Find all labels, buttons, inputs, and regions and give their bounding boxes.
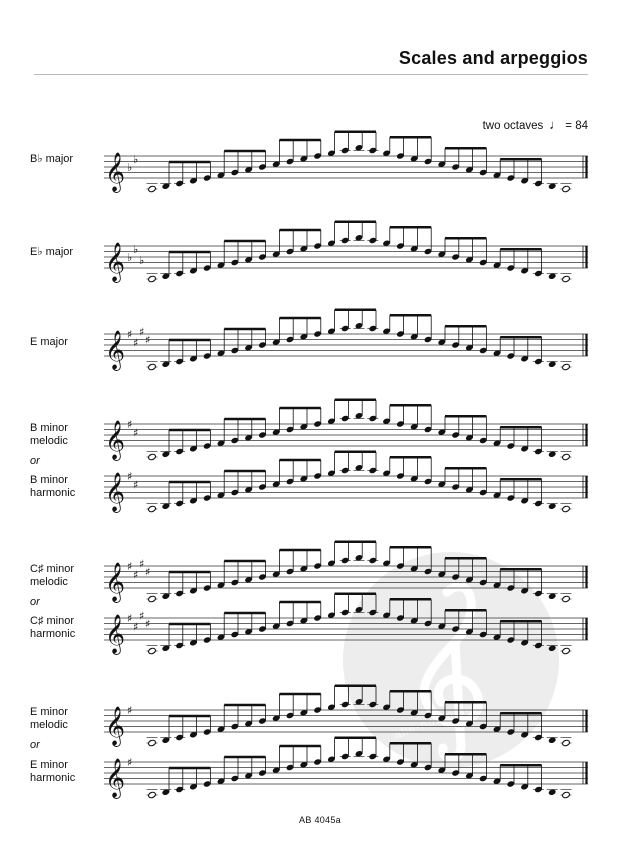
notehead <box>148 739 157 746</box>
key-signature-accidental: ♭ <box>139 253 145 267</box>
key-signature-accidental: ♭ <box>127 251 133 264</box>
label-e-minor-melodic: E minor melodic <box>30 706 68 731</box>
title-divider <box>34 74 588 75</box>
key-signature-accidental: ♭ <box>127 161 133 174</box>
notehead <box>148 453 157 460</box>
key-signature-accidental: ♭ <box>133 152 139 166</box>
label-cs-minor-melodic: C♯ minor melodic <box>30 563 75 588</box>
staff-bb-major <box>104 148 588 192</box>
key-signature-accidental: ♯ <box>133 336 139 350</box>
treble-clef-icon: 𝄞 <box>105 758 126 798</box>
notehead <box>148 647 157 654</box>
notehead <box>562 595 571 602</box>
key-signature-accidental: ♯ <box>145 333 151 347</box>
treble-clef-icon: 𝄞 <box>105 614 126 654</box>
treble-clef-icon: 𝄞 <box>105 330 126 370</box>
treble-clef-icon: 𝄞 <box>105 242 126 282</box>
key-signature-accidental: ♯ <box>139 609 145 623</box>
notehead <box>562 275 571 282</box>
key-signature-accidental: ♯ <box>127 328 133 341</box>
key-signature-accidental: ♯ <box>133 426 139 440</box>
staff-b-minor-harmonic <box>104 468 588 512</box>
label-e-major: E major <box>30 336 68 348</box>
key-signature-accidental: ♭ <box>133 242 139 256</box>
treble-clef-icon: 𝄞 <box>105 420 126 460</box>
treble-clef-icon: 𝄞 <box>105 152 126 192</box>
notehead <box>148 505 157 512</box>
notehead <box>562 453 571 460</box>
notehead <box>148 275 157 282</box>
notehead <box>562 647 571 654</box>
or-label-1: or <box>30 455 40 467</box>
key-signature-accidental: ♯ <box>133 568 139 582</box>
notehead <box>562 185 571 192</box>
notehead <box>148 595 157 602</box>
key-signature-accidental: ♯ <box>127 560 133 573</box>
notehead <box>562 505 571 512</box>
tempo-marking <box>483 117 588 132</box>
key-signature-accidental: ♯ <box>127 756 133 769</box>
footer-code: AB 4045a <box>299 815 341 825</box>
notehead <box>148 791 157 798</box>
label-cs-minor-harmonic: C♯ minor harmonic <box>30 615 76 640</box>
notehead <box>148 185 157 192</box>
staff-e-minor-harmonic <box>104 754 588 798</box>
notehead <box>562 791 571 798</box>
notehead <box>562 739 571 746</box>
key-signature-accidental: ♯ <box>133 478 139 492</box>
staff-e-minor-melodic <box>104 702 588 746</box>
page-title: Scales and arpeggios <box>398 48 588 68</box>
key-signature-accidental: ♯ <box>127 704 133 717</box>
key-signature-accidental: ♯ <box>127 612 133 625</box>
tempo-text: two octaves <box>482 120 544 132</box>
key-signature-accidental: ♯ <box>145 617 151 631</box>
label-b-minor-melodic: B minor melodic <box>30 422 68 447</box>
key-signature-accidental: ♯ <box>133 620 139 634</box>
staff-b-minor-melodic <box>104 416 588 460</box>
quarter-note-icon: ♩ <box>549 117 563 132</box>
key-signature-accidental: ♯ <box>145 565 151 579</box>
treble-clef-icon: 𝄞 <box>105 706 126 746</box>
or-label-3: or <box>30 739 40 751</box>
key-signature-accidental: ♯ <box>127 470 133 483</box>
label-b-minor-harmonic: B minor harmonic <box>30 474 76 499</box>
tempo-value: = 84 <box>565 120 588 132</box>
treble-clef-icon: 𝄞 <box>105 562 126 602</box>
key-signature-accidental: ♯ <box>127 418 133 431</box>
staff-e-major <box>104 325 588 370</box>
label-bb-major: B♭ major <box>30 153 74 165</box>
staff-cs-minor-melodic <box>104 557 588 602</box>
treble-clef-icon: 𝄞 <box>105 472 126 512</box>
key-signature-accidental: ♯ <box>139 325 145 339</box>
label-e-minor-harmonic: E minor harmonic <box>30 759 76 784</box>
notehead <box>148 363 157 370</box>
staff-cs-minor-harmonic <box>104 609 588 654</box>
key-signature-accidental: ♯ <box>139 557 145 571</box>
label-eb-major: E♭ major <box>30 246 74 258</box>
staff-eb-major <box>104 238 588 282</box>
or-label-2: or <box>30 596 40 608</box>
notehead <box>562 363 571 370</box>
